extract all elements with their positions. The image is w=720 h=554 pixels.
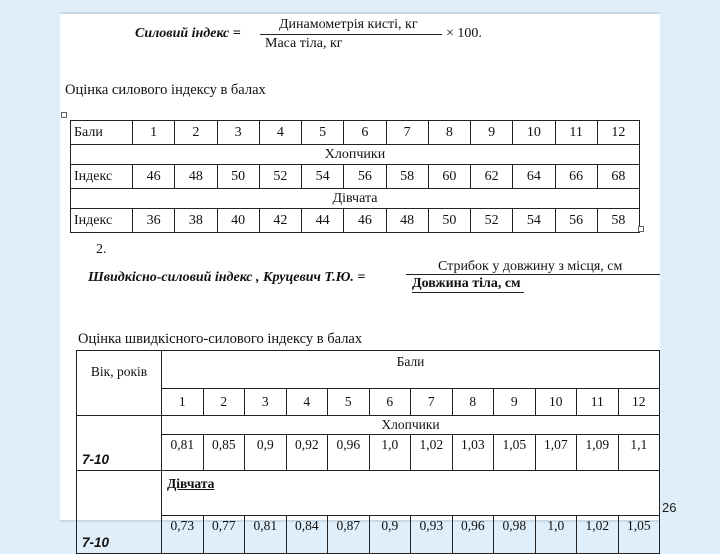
table-cell: 52	[471, 209, 513, 233]
table-cell: 48	[175, 165, 217, 189]
section2-title: Оцінка швидкісного-силового індексу в балах	[78, 331, 363, 347]
table-cell: 40	[217, 209, 259, 233]
table-cell: 3	[245, 388, 287, 415]
table-cell: 9	[494, 388, 536, 415]
table-row	[71, 145, 640, 165]
table-cell: Індекс	[71, 209, 133, 233]
table-row	[77, 416, 660, 435]
table-cell: 54	[302, 165, 344, 189]
table-cell: 0,9	[245, 435, 287, 471]
table-cell: 36	[133, 209, 175, 233]
table-cell: 0,81	[162, 435, 204, 471]
table-cell: 10	[535, 388, 577, 415]
table-cell: 46	[133, 165, 175, 189]
table-cell: 0,87	[328, 516, 370, 554]
table-row	[77, 471, 660, 516]
table-cell: 8	[428, 121, 470, 145]
strength-index-label: Силовий індекс =	[135, 26, 241, 41]
speed-strength-denominator: Довжина тіла, см	[412, 276, 521, 291]
table-cell: 0,96	[328, 435, 370, 471]
table-cell: 64	[513, 165, 555, 189]
speed-strength-index-label: Швидкісно-силовий індекс , Круцевич Т.Ю. =	[88, 270, 366, 285]
table-row	[77, 388, 660, 415]
table-resize-handle[interactable]	[638, 226, 644, 232]
strength-index-table	[70, 120, 640, 233]
table-cell: 4	[259, 121, 301, 145]
boys-group-label: Хлопчики	[162, 416, 660, 435]
table-row	[71, 165, 640, 189]
table-cell: 2	[203, 388, 245, 415]
table-cell: 1,07	[535, 435, 577, 471]
table-row	[77, 435, 660, 471]
table-cell: 1	[162, 388, 204, 415]
table-cell: 58	[386, 165, 428, 189]
table-cell: 1,05	[494, 435, 536, 471]
table-cell: 5	[328, 388, 370, 415]
table-cell: 46	[344, 209, 386, 233]
table-cell: 3	[217, 121, 259, 145]
table-cell: 12	[618, 388, 660, 415]
table-move-handle[interactable]	[61, 112, 67, 118]
section1-title: Оцінка силового індексу в балах	[65, 82, 266, 98]
table-cell: 1,1	[618, 435, 660, 471]
table-cell: 0,92	[286, 435, 328, 471]
denominator-underline	[412, 292, 524, 293]
age-header: Вік, років	[77, 351, 162, 416]
table-cell: 0,73	[162, 516, 204, 554]
table-cell: 56	[555, 209, 597, 233]
strength-index-numerator: Динамометрія кисті, кг	[279, 17, 418, 32]
table-cell: 0,98	[494, 516, 536, 554]
girls-group-label: Дівчата	[167, 476, 215, 491]
speed-strength-numerator: Стрибок у довжину з місця, см	[438, 259, 623, 274]
table-cell: 60	[428, 165, 470, 189]
table-cell: 11	[555, 121, 597, 145]
table-cell: 0,81	[245, 516, 287, 554]
table-cell: 58	[597, 209, 639, 233]
table-cell: 6	[369, 388, 411, 415]
points-header: Бали	[162, 351, 660, 389]
table-cell: 0,85	[203, 435, 245, 471]
table-cell: 11	[577, 388, 619, 415]
table-cell: 0,77	[203, 516, 245, 554]
table-cell: 50	[428, 209, 470, 233]
table-cell: 1,03	[452, 435, 494, 471]
speed-strength-index-table	[76, 350, 660, 554]
table-cell: 7	[411, 388, 453, 415]
table-cell: 2	[175, 121, 217, 145]
table-cell: 42	[259, 209, 301, 233]
item-number: 2.	[96, 242, 107, 257]
table-cell: 52	[259, 165, 301, 189]
table-row	[71, 189, 640, 209]
fraction-line	[406, 274, 660, 275]
girls-age-cell: 7-10	[77, 471, 162, 554]
table-cell: 62	[471, 165, 513, 189]
table-cell: 8	[452, 388, 494, 415]
page-number: 26	[662, 500, 677, 515]
table-cell: 1,02	[411, 435, 453, 471]
table-cell: 68	[597, 165, 639, 189]
table-cell: 0,96	[452, 516, 494, 554]
table-cell: 1,02	[577, 516, 619, 554]
boys-age-cell: 7-10	[77, 416, 162, 471]
table-cell: 10	[513, 121, 555, 145]
table-cell: 1,09	[577, 435, 619, 471]
table-cell: 38	[175, 209, 217, 233]
fraction-line	[260, 34, 442, 35]
table-cell: 56	[344, 165, 386, 189]
table-cell: 1,0	[535, 516, 577, 554]
table-cell: 1,0	[369, 435, 411, 471]
table-row	[71, 121, 640, 145]
strength-index-denominator: Маса тіла, кг	[265, 36, 343, 51]
table-cell: 0,93	[411, 516, 453, 554]
table-row	[77, 516, 660, 554]
table-cell: 9	[471, 121, 513, 145]
table-cell: 1	[133, 121, 175, 145]
table-cell: 0,84	[286, 516, 328, 554]
table-cell: 4	[286, 388, 328, 415]
girls-group-label: Дівчата	[71, 189, 640, 209]
table-cell: 1,05	[618, 516, 660, 554]
table-cell: 50	[217, 165, 259, 189]
table-cell: 66	[555, 165, 597, 189]
table-cell: Індекс	[71, 165, 133, 189]
table-cell: Бали	[71, 121, 133, 145]
table-row	[71, 209, 640, 233]
table-cell: 12	[597, 121, 639, 145]
boys-group-label: Хлопчики	[71, 145, 640, 165]
table-cell: 44	[302, 209, 344, 233]
table-cell: 48	[386, 209, 428, 233]
table-row	[77, 351, 660, 389]
table-cell: 6	[344, 121, 386, 145]
table-cell: 7	[386, 121, 428, 145]
table-cell: 0,9	[369, 516, 411, 554]
table-cell: 5	[302, 121, 344, 145]
table-cell: 54	[513, 209, 555, 233]
strength-index-multiplier: × 100.	[446, 26, 482, 41]
document-page	[60, 12, 660, 550]
